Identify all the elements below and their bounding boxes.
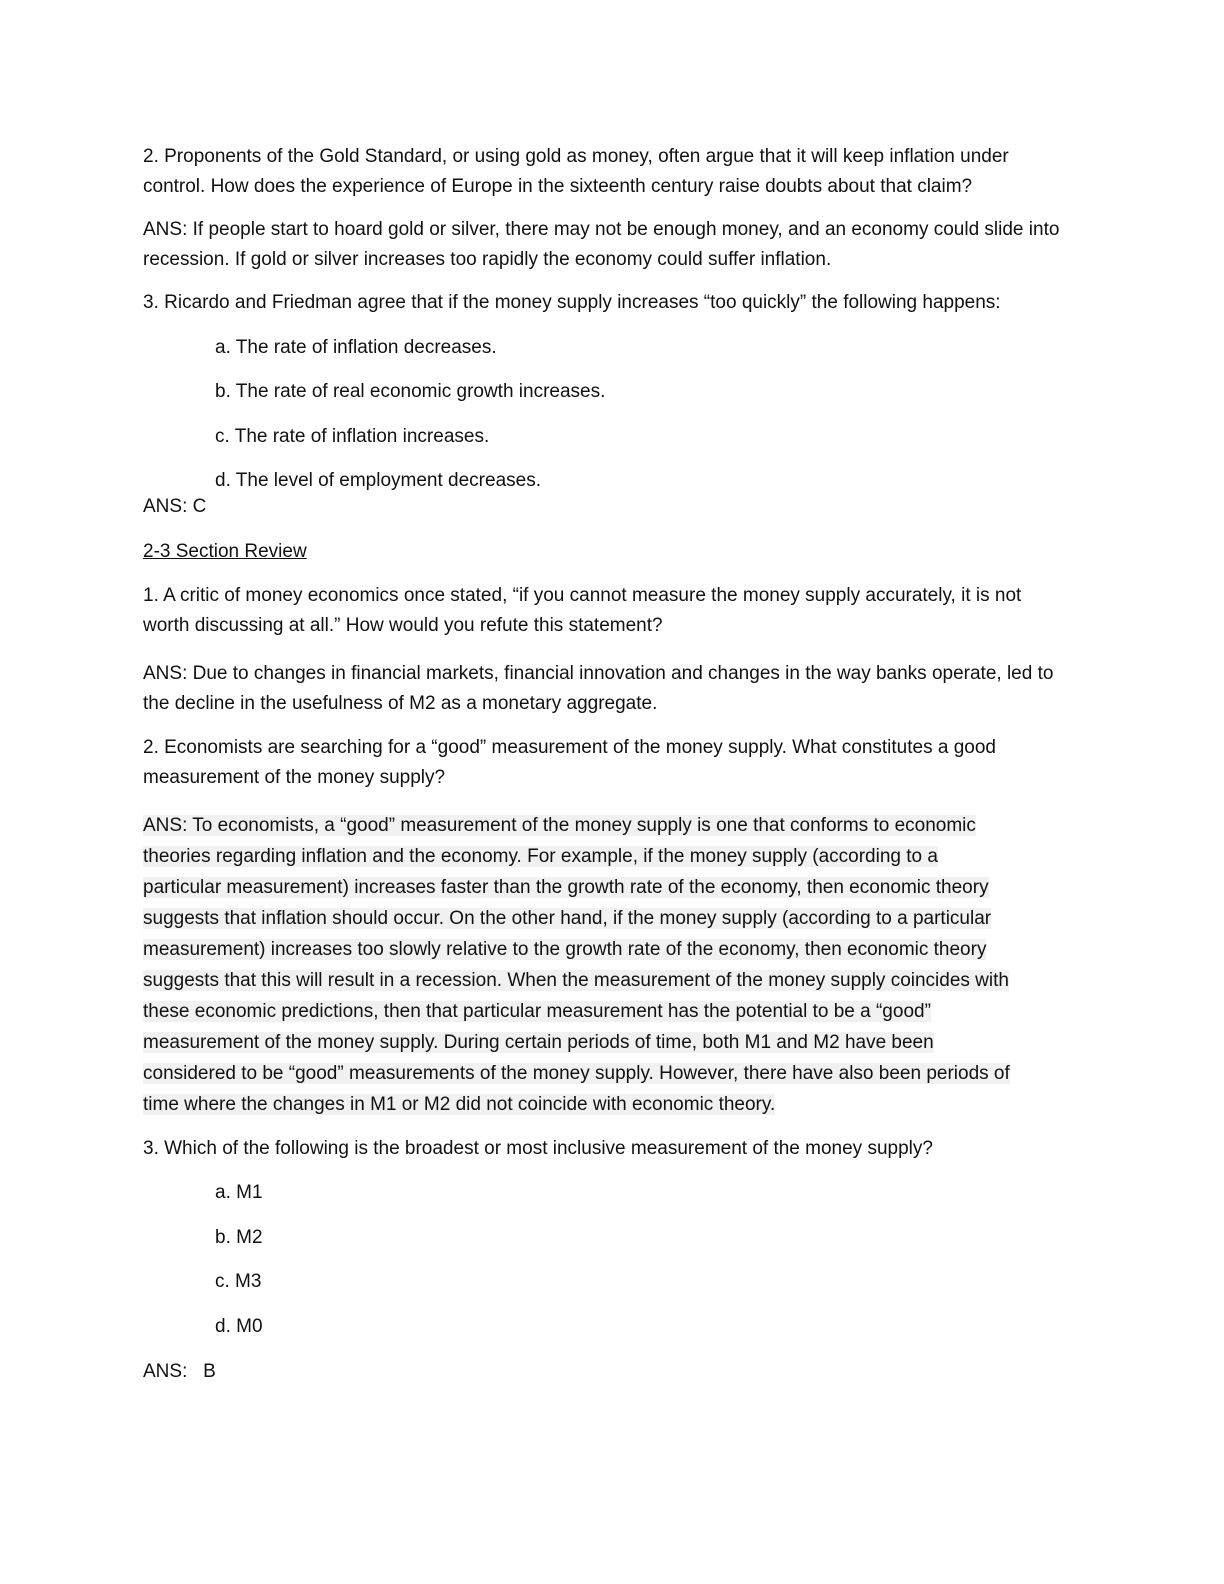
answer-2-2-q2: ANS: If people start to hoard gold or silver, there may not be enough money, and an economy could slide into recession. If gold or silver increases too rapidly the economy could suffer inflation. (143, 219, 1060, 270)
option-a: a. M1 (215, 1182, 263, 1203)
question-2-3-q2: 2. Economists are searching for a “good” measurement of the money supply. What constitutes a good measurement of the money supply? (143, 737, 996, 788)
option-d: d. The level of employment decreases. (215, 470, 541, 491)
answer-line: considered to be “good” measurements of the money supply. However, there have also been periods of (143, 1063, 1010, 1084)
question-2-2-q2: 2. Proponents of the Gold Standard, or using gold as money, often argue that it will keep inflation under control. How does the experience of Europe in the sixteenth century raise doubts about that claim? (143, 146, 1009, 197)
answer-line: time where the changes in M1 or M2 did not coincide with economic theory. (143, 1094, 776, 1115)
answer-2-3-q3: ANS: B (143, 1361, 216, 1382)
answer-2-3-q1: ANS: Due to changes in financial markets, financial innovation and changes in the way banks operate, led to the decline in the usefulness of M2 as a monetary aggregate. (143, 663, 1054, 714)
option-c: c. M3 (215, 1271, 262, 1292)
option-c: c. The rate of inflation increases. (215, 426, 490, 447)
option-a: a. The rate of inflation decreases. (215, 337, 497, 358)
answer-line: measurement) increases too slowly relative to the growth rate of the economy, then economic theory (143, 939, 987, 960)
option-b: b. M2 (215, 1227, 263, 1248)
answer-2-2-q3: ANS: C (143, 496, 207, 517)
answer-line: particular measurement) increases faster than the growth rate of the economy, then economic theory (143, 877, 989, 898)
answer-line: suggests that inflation should occur. On the other hand, if the money supply (according to a particular (143, 908, 992, 929)
option-b: b. The rate of real economic growth increases. (215, 381, 606, 402)
answer-line: these economic predictions, then that particular measurement has the potential to be a “good” (143, 1001, 931, 1022)
section-heading: 2-3 Section Review (143, 541, 307, 562)
answer-line: theories regarding inflation and the economy. For example, if the money supply (according to a (143, 846, 938, 867)
question-2-3-q3: 3. Which of the following is the broadest or most inclusive measurement of the money supply? (143, 1138, 933, 1159)
answer-prefix: ANS: (143, 815, 193, 836)
question-2-3-q1: 1. A critic of money economics once stated, “if you cannot measure the money supply accurately, it is not worth discussing at all.” How would you refute this statement? (143, 585, 1022, 636)
answer-line: To economists, a “good” measurement of the money supply is one that conforms to economic (192, 815, 976, 836)
answer-line: suggests that this will result in a recession. When the measurement of the money supply coincides with (143, 970, 1009, 991)
question-2-2-q3: 3. Ricardo and Friedman agree that if the money supply increases “too quickly” the following happens: (143, 292, 1001, 313)
option-d: d. M0 (215, 1316, 263, 1337)
answer-line: measurement of the money supply. During certain periods of time, both M1 and M2 have been (143, 1032, 934, 1053)
